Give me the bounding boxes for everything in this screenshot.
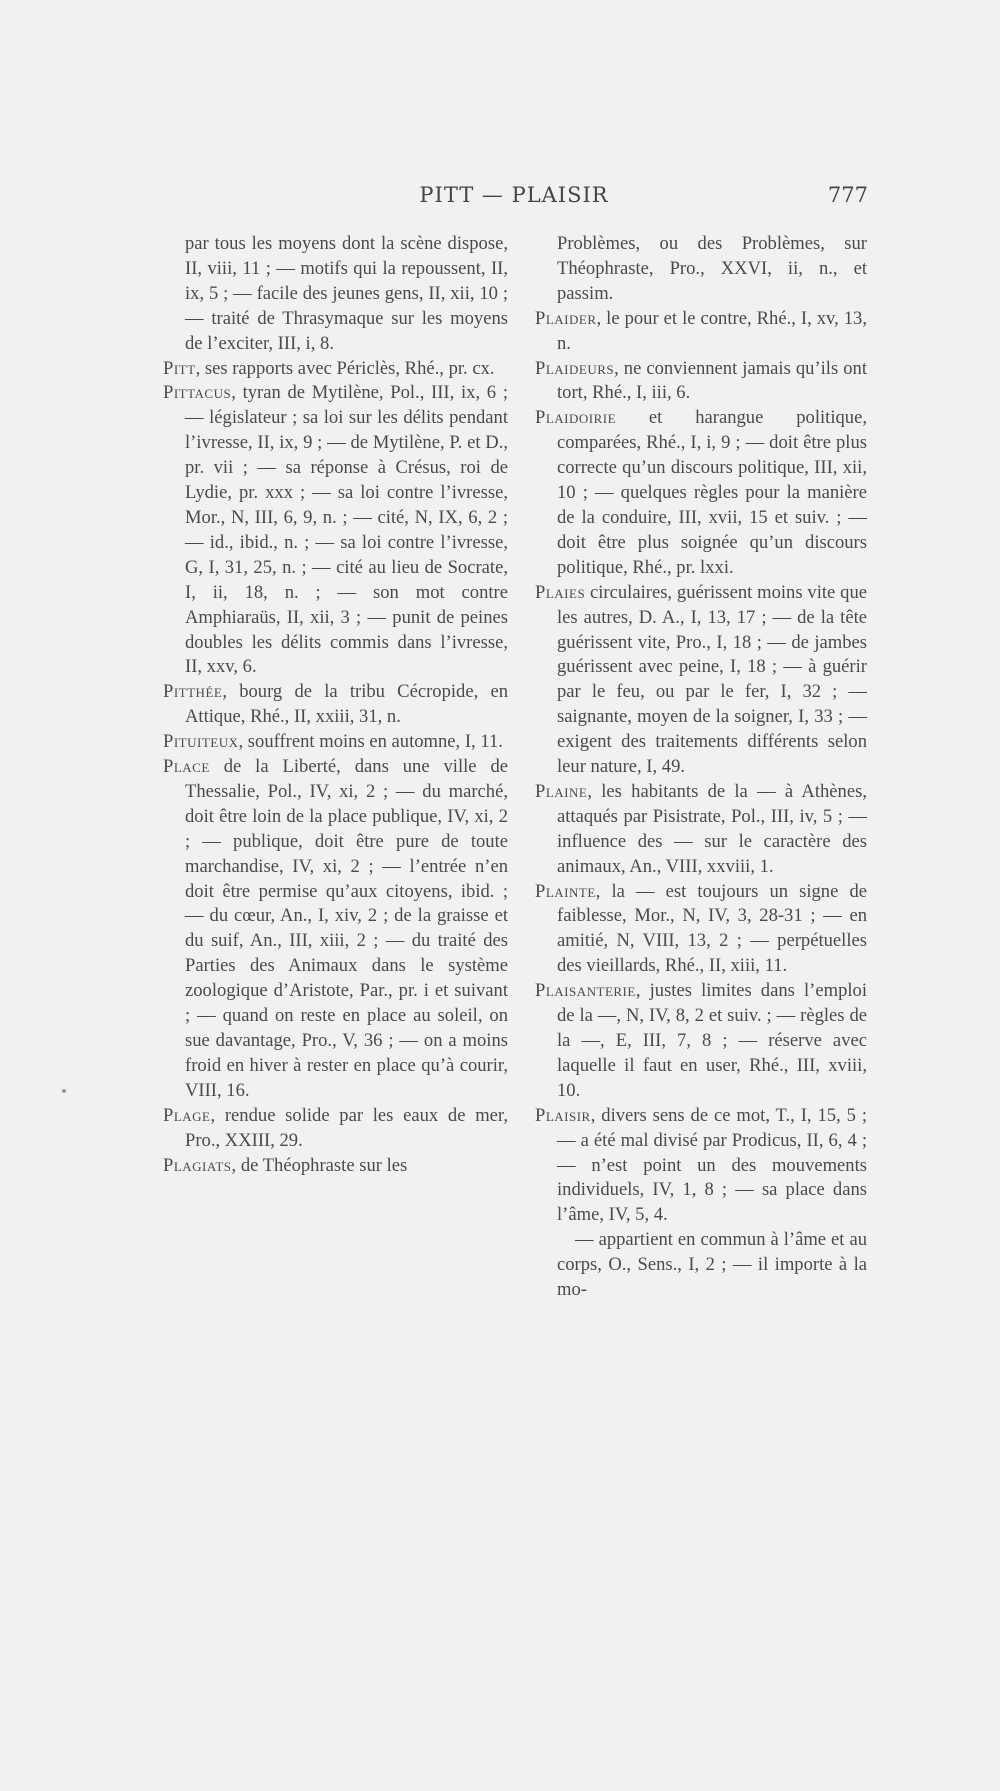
entry-lemma: Plaisir bbox=[535, 1104, 591, 1126]
entry-lemma: Pituiteux bbox=[163, 731, 239, 753]
entry-lemma: Plaideurs bbox=[535, 357, 615, 379]
entry-text: circulaires, guérissent moins vite que les autres, D. A., I, 13, 17 ; — de la tête guérissent vite, Pro., I, 18 ; — de jambes guérissent avec peine, I, 18 ; — à guérir par le feu, ou par le fer, I, 32 ; — saignante, moyen de la soigner, I, 33 ; — exigent des traitements différents selon leur nature, I, 49. bbox=[557, 581, 867, 778]
index-entry bbox=[163, 755, 508, 1104]
index-entry bbox=[163, 1104, 508, 1154]
index-entry bbox=[535, 1104, 867, 1229]
entry-lemma: Plaies bbox=[535, 581, 586, 603]
entry-text: — appartient en commun à l’âme et au corps, O., Sens., I, 2 ; — il importe à la mo- bbox=[557, 1229, 867, 1301]
entry-text: , la — est toujours un signe de faiblesse, Mor., N, IV, 3, 28-31 ; — en amitié, N, VIII, 13, 2 ; — perpétuelles des vieillards, Rhé., II, xiii, 11. bbox=[557, 880, 867, 977]
entry-text: et harangue politique, comparées, Rhé., I, i, 9 ; — doit être plus correcte qu’un discours politique, III, xii, 10 ; — quelques règles pour la manière de la conduire, III, xvii, 15 et suiv. ; — doit être plus soignée qu’un discours politique, Rhé., pr. lxxi. bbox=[557, 407, 867, 578]
index-entry bbox=[163, 1154, 508, 1179]
entry-text: , justes limites dans l’emploi de la —, N, IV, 8, 2 et suiv. ; — règles de la —, E, III, 7, 8 ; — réserve avec laquelle il faut en user, Rhé., III, xviii, 10. bbox=[557, 980, 867, 1101]
index-entry bbox=[163, 357, 508, 382]
entry-lemma: Plagiats bbox=[163, 1154, 232, 1176]
entry-lemma: Pitt bbox=[163, 357, 196, 379]
index-entry bbox=[163, 232, 508, 357]
entry-text: par tous les moyens dont la scène dispose, II, viii, 11 ; — motifs qui la repoussent, II, ix, 5 ; — facile des jeunes gens, II, xii, 10 ; — traité de Thrasymaque sur les moyens de l’exciter, III, i, 8. bbox=[185, 233, 508, 354]
entry-text: , tyran de Mytilène, Pol., III, ix, 6 ; — législateur ; sa loi sur les délits pendant l’ivresse, II, ix, 9 ; — de Mytilène, P. et D., pr. vii ; — sa réponse à Crésus, roi de Lydie, pr. xxx ; — sa loi contre l’ivresse, Mor., N, III, 6, 9, n. ; — cité, N, IX, 6, 2 ; — id., ibid., n. ; — sa loi contre l’ivresse, G, I, 31, 25, n. ; — cité au lieu de Socrate, I, ii, 18, n. ; — son mot contre Amphiaraüs, II, xii, 3 ; — punit de peines doubles les délits commis dans l’ivresse, II, xxv, 6. bbox=[185, 382, 508, 678]
entry-lemma: Plaider bbox=[535, 307, 597, 329]
index-entry bbox=[535, 307, 867, 357]
index-entry bbox=[163, 730, 508, 755]
index-entry bbox=[535, 581, 867, 780]
entry-text: , de Théophraste sur les bbox=[231, 1154, 408, 1176]
entry-text: , souffrent moins en automne, I, 11. bbox=[238, 731, 503, 753]
entry-lemma: Plaidoirie bbox=[535, 407, 617, 429]
index-entry bbox=[535, 357, 867, 407]
page-number: 777 bbox=[827, 183, 868, 207]
index-entry bbox=[535, 232, 867, 307]
margin-speck bbox=[62, 1089, 66, 1093]
index-column-right bbox=[535, 232, 867, 1303]
index-entry bbox=[163, 381, 508, 680]
entry-lemma: Plainte bbox=[535, 880, 596, 902]
entry-text: , ses rapports avec Périclès, Rhé., pr. cx. bbox=[195, 357, 495, 379]
entry-lemma: Plage bbox=[163, 1104, 211, 1126]
entry-text: , rendue solide par les eaux de mer, Pro., XXIII, 29. bbox=[185, 1104, 508, 1151]
running-head: PITT — PLAISIR bbox=[419, 183, 609, 207]
index-entry bbox=[535, 1228, 867, 1303]
entry-text: de la Liberté, dans une ville de Thessalie, Pol., IV, xi, 2 ; — du marché, doit être loin de la place publique, IV, xi, 2 ; — publique, doit être pure de toute marchandise, IV, xi, 2 ; — l’entrée n’en doit être permise qu’aux citoyens, ibid. ; — du cœur, An., I, xiv, 2 ; de la graisse et du suif, An., III, xiii, 2 ; — du traité des Parties des Animaux dans le système zoologique d’Aristote, Par., pr. i et suivant ; — quand on reste en place au soleil, on sue davantage, Pro., V, 36 ; — on a moins froid en hiver à rester en place qu’à courir, VIII, 16. bbox=[185, 756, 508, 1101]
entry-text: , bourg de la tribu Cécropide, en Attique, Rhé., II, xxiii, 31, n. bbox=[185, 681, 508, 728]
entry-lemma: Plaisanterie bbox=[535, 980, 636, 1002]
page-header bbox=[160, 183, 868, 213]
entry-text: , ne conviennent jamais qu’ils ont tort, Rhé., I, iii, 6. bbox=[557, 357, 867, 404]
index-entry bbox=[535, 780, 867, 880]
entry-lemma: Pittacus bbox=[163, 382, 232, 404]
index-column-left bbox=[163, 232, 508, 1178]
entry-text: , divers sens de ce mot, T., I, 15, 5 ; — a été mal divisé par Prodicus, II, 6, 4 ; — n’est point un des mouvements individuels, IV, 1, 8 ; — sa place dans l’âme, IV, 5, 4. bbox=[557, 1104, 867, 1226]
entry-lemma: Place bbox=[163, 756, 210, 778]
entry-lemma: Pitthée bbox=[163, 681, 223, 703]
index-entry bbox=[535, 880, 867, 980]
index-entry bbox=[535, 406, 867, 580]
entry-lemma: Plaine bbox=[535, 780, 588, 802]
entry-text: , le pour et le contre, Rhé., I, xv, 13, n. bbox=[557, 307, 867, 354]
index-entry bbox=[535, 979, 867, 1104]
index-entry bbox=[163, 680, 508, 730]
entry-text: , les habitants de la — à Athènes, attaqués par Pisistrate, Pol., III, iv, 5 ; — influence des — sur le caractère des animaux, An., VIII, xxviii, 1. bbox=[557, 780, 867, 877]
entry-text: Problèmes, ou des Problèmes, sur Théophraste, Pro., XXVI, ii, n., et passim. bbox=[557, 233, 867, 304]
